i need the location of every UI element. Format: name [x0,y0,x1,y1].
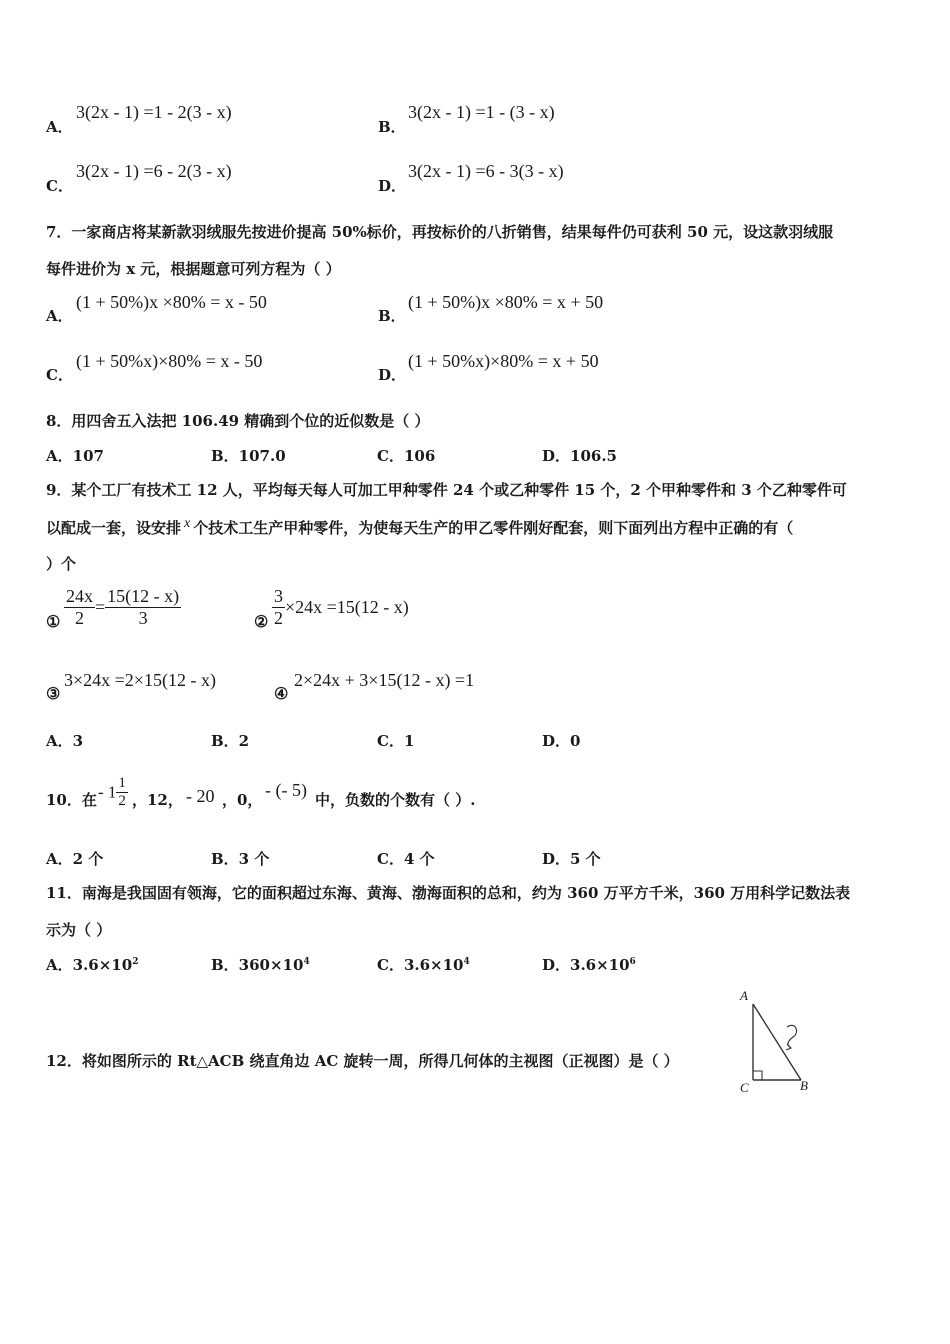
q10-separator-2: ，0， [222,791,263,809]
q9-eq1-left-fraction [64,586,95,629]
q7-option-b-label[interactable]: B． [378,307,406,325]
q9-eq2-fraction [272,586,285,629]
q8-option-d[interactable]: D．106.5 [542,447,617,465]
q10-option-b[interactable]: B．3 个 [211,850,270,868]
q6-option-d-label[interactable]: D． [378,177,407,195]
q9-eq2-rest: ×24x =15(12 - x) [285,597,409,617]
q9-eq1-left-num: 24x [66,586,93,606]
q9-stem-line2 [46,516,793,538]
q6-option-c-label[interactable]: C． [46,177,73,195]
q9-option-c[interactable]: C．1 [377,732,415,750]
q10-mixed-fraction [116,775,128,810]
q8-option-b[interactable]: B．107.0 [211,447,286,465]
q10-option-c[interactable]: C．4 个 [377,850,435,868]
q11-option-b[interactable] [211,954,310,975]
q9-marker-4: ④ [274,684,289,703]
q10-mixed-num: 1 [118,775,126,791]
q11-option-c[interactable] [377,954,470,975]
q10-mixed-number [98,775,128,810]
q12-rotation-arrow-icon [787,1025,797,1048]
q10-negative-negative-five: - (- 5) [265,780,307,800]
q12-triangle-figure [732,988,822,1096]
q9-eq2-den: 2 [274,608,283,628]
q9-stem-line1: 9．某个工厂有技术工 12 人，平均每天每人可加工甲种零件 24 个或乙种零件 15 个，2 个甲种零件和 3 个乙种零件可 [46,481,847,499]
q10-mixed-whole: - 1 [98,782,117,802]
q10-option-a[interactable]: A．2 个 [46,850,104,868]
q9-variable-x: x [184,516,191,531]
q10-negative-twenty: - 20 [186,786,215,806]
q8-option-a[interactable]: A．107 [46,447,104,465]
q9-equation-2 [272,586,409,629]
q9-marker-2: ② [254,612,269,631]
q9-eq1-left-den: 2 [75,608,84,628]
q9-marker-1: ① [46,612,61,631]
q10-suffix: 中，负数的个数有（ ）. [315,791,476,809]
q12-side-ab [753,1004,801,1080]
q11-option-d[interactable] [542,954,636,975]
q7-option-d-label[interactable]: D． [378,366,407,384]
q7-option-d-equation: (1 + 50%x)×80% = x + 50 [408,351,599,371]
q12-stem: 12．将如图所示的 Rt△ACB 绕直角边 AC 旋转一周，所得几何体的主视图（正视图）是（ ） [46,1052,679,1070]
q6-option-b-label[interactable]: B． [378,118,406,136]
q6-option-d-equation: 3(2x - 1) =6 - 3(3 - x) [408,161,564,181]
q7-option-c-equation: (1 + 50%x)×80% = x - 50 [76,351,263,371]
q9-option-b[interactable]: B．2 [211,732,250,750]
q10-prefix: 10．在 [46,791,97,809]
q12-label-a: A [740,988,748,1003]
q6-option-c-equation: 3(2x - 1) =6 - 2(3 - x) [76,161,232,181]
q9-eq1-right-fraction [105,586,181,629]
q11-option-c-text: C．3.6×10 [377,956,464,974]
q10-separator-1: ，12， [132,791,183,809]
q7-option-c-label[interactable]: C． [46,366,73,384]
q7-option-a-label[interactable]: A． [46,307,73,325]
q12-arrowhead-icon [786,1044,791,1050]
q9-equation-3: 3×24x =2×15(12 - x) [64,670,216,690]
q11-option-b-text: B．360×10 [211,956,304,974]
q9-eq1-right-num: 15(12 - x) [107,586,180,606]
q9-stem-line3: ）个 [46,555,77,573]
q11-option-b-exponent: 4 [303,957,310,967]
q9-eq1-right-den: 3 [138,608,148,628]
q7-option-b-equation: (1 + 50%)x ×80% = x + 50 [408,292,604,312]
q11-option-d-exponent: 6 [629,957,636,967]
q11-option-a-exponent: 2 [132,957,139,967]
q8-stem: 8．用四舍五入法把 106.49 精确到个位的近似数是（ ） [46,412,430,430]
q9-equation-4: 2×24x + 3×15(12 - x) =1 [294,670,475,690]
q7-stem-line2: 每件进价为 x 元，根据题意可列方程为（ ） [46,260,341,278]
q12-label-b: B [800,1078,808,1093]
q9-eq2-num: 3 [274,586,283,606]
q11-option-d-text: D．3.6×10 [542,956,630,974]
q6-option-b-equation: 3(2x - 1) =1 - (3 - x) [408,102,555,122]
q11-option-c-exponent: 4 [463,957,470,967]
q9-stem-line2-part1: 以配成一套，设安排 [46,519,182,537]
q9-eq1-equals: = [95,597,106,617]
q9-option-d[interactable]: D．0 [542,732,581,750]
q10-option-d[interactable]: D．5 个 [542,850,601,868]
q11-option-a-text: A．3.6×10 [46,956,133,974]
q6-option-a-equation: 3(2x - 1) =1 - 2(3 - x) [76,102,232,122]
q9-option-a[interactable]: A．3 [46,732,84,750]
q11-option-a[interactable] [46,954,138,975]
q8-option-c[interactable]: C．106 [377,447,436,465]
q11-stem-line2: 示为（ ） [46,921,112,939]
q9-marker-3: ③ [46,684,61,703]
q11-stem-line1: 11．南海是我国固有领海，它的面积超过东海、黄海、渤海面积的总和，约为 360 万平方千米，360 万用科学记数法表 [46,884,851,902]
q9-stem-line2-part2: 个技术工生产甲种零件，为使每天生产的甲乙零件刚好配套，则下面列出方程中正确的有（ [193,519,794,537]
q12-label-c: C [740,1080,749,1095]
q12-right-angle-mark [753,1071,762,1080]
q7-option-a-equation: (1 + 50%)x ×80% = x - 50 [76,292,267,312]
q9-equation-1 [64,586,181,629]
q7-stem-line1: 7．一家商店将某新款羽绒服先按进价提高 50%标价，再按标价的八折销售，结果每件仍可获利 50 元，设这款羽绒服 [46,223,834,241]
q6-option-a-label[interactable]: A． [46,118,73,136]
q10-mixed-den: 2 [118,793,126,809]
